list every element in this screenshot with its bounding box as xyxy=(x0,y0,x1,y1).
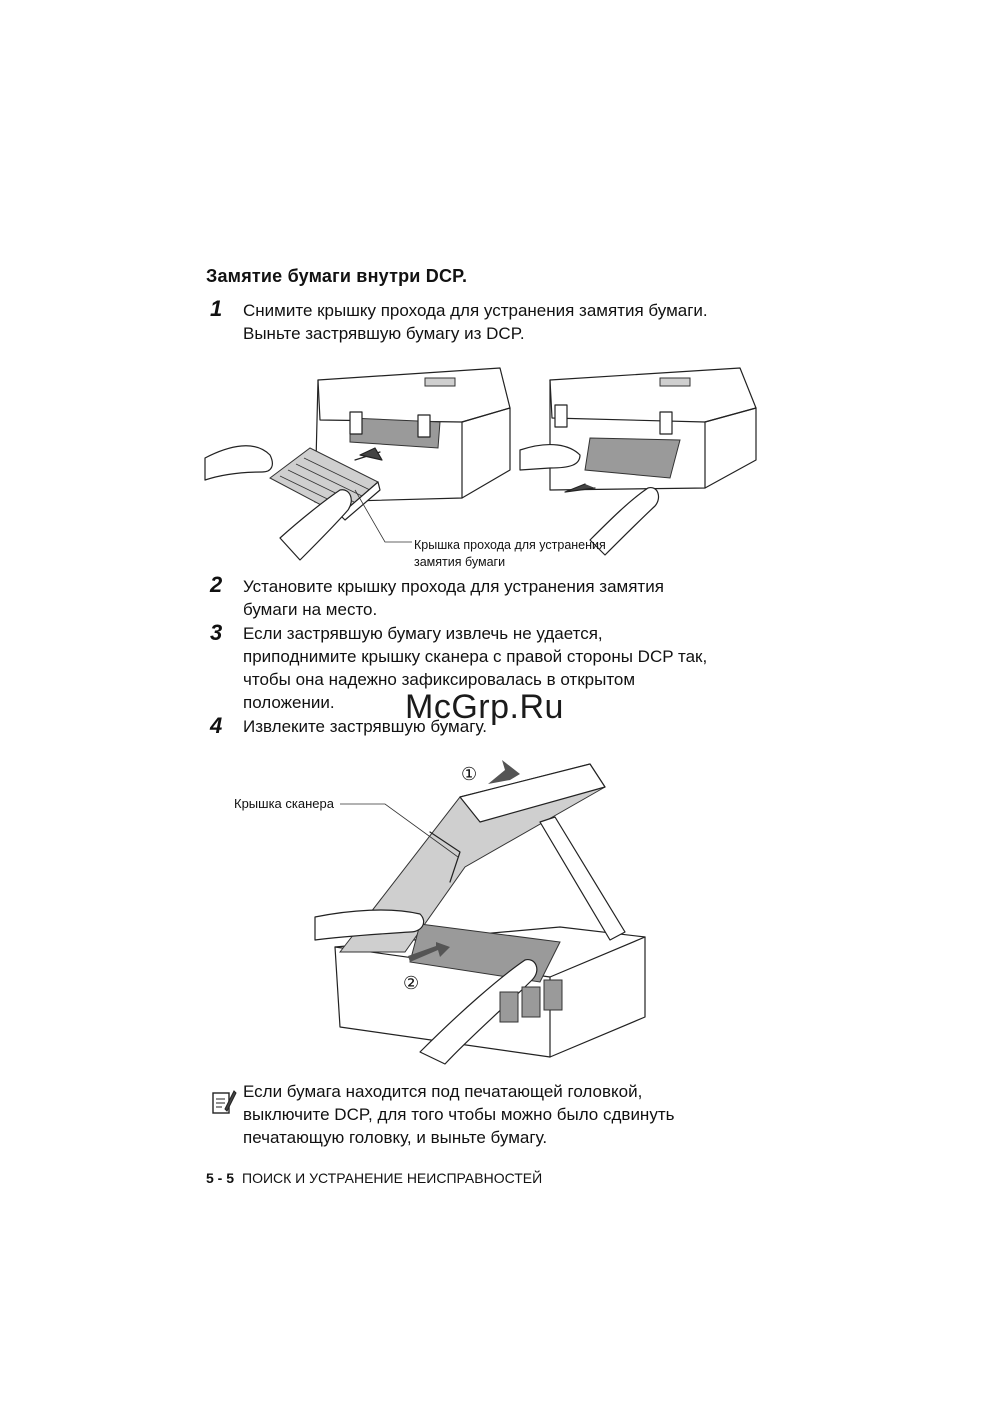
note-line-3: печатающую головку, и выньте бумагу. xyxy=(243,1128,548,1147)
support-arm-illustration xyxy=(540,817,625,940)
figure1-callout-line-1: Крышка прохода для устранения xyxy=(414,538,606,552)
note-pencil-icon xyxy=(211,1087,237,1117)
step-1-line-2: Выньте застрявшую бумагу из DCP. xyxy=(243,324,525,343)
page-number: 5 - 5 xyxy=(206,1170,235,1186)
step-2-number: 2 xyxy=(210,572,223,597)
step-2-line-2: бумаги на место. xyxy=(243,600,378,619)
marker-2: ② xyxy=(403,973,420,993)
figure1-callout xyxy=(414,537,606,571)
step-3-number: 3 xyxy=(210,620,223,645)
step-3-line-3: чтобы она надежно зафиксировалась в открытом xyxy=(243,670,636,689)
step-2-text xyxy=(243,575,783,621)
step-1-text xyxy=(243,299,783,345)
watermark: McGrp.Ru xyxy=(405,688,564,726)
note-line-1: Если бумага находится под печатающей головкой, xyxy=(243,1082,643,1101)
step-1-number: 1 xyxy=(210,296,223,321)
note-text xyxy=(243,1080,763,1149)
step-3-line-1: Если застрявшую бумагу извлечь не удается, xyxy=(243,624,603,643)
section-heading: Замятие бумаги внутри DCP. xyxy=(206,266,468,286)
arrow-up-icon xyxy=(488,760,520,784)
step-4-number: 4 xyxy=(210,713,223,738)
step-3-line-4: положении. xyxy=(243,693,335,712)
section-title: ПОИСК И УСТРАНЕНИЕ НЕИСПРАВНОСТЕЙ xyxy=(242,1170,543,1186)
printer-right-illustration xyxy=(520,368,756,555)
page-footer xyxy=(206,1170,542,1186)
step-1-line-1: Снимите крышку прохода для устранения замятия бумаги. xyxy=(243,301,708,320)
figure-scanner-cover-open xyxy=(310,752,655,1072)
step-3-line-2: приподнимите крышку сканера с правой стороны DCP так, xyxy=(243,647,708,666)
step-2-line-1: Установите крышку прохода для устранения замятия xyxy=(243,577,664,596)
marker-1: ① xyxy=(461,764,478,784)
figure2-callout: Крышка сканера xyxy=(234,796,334,811)
note-line-2: выключите DCP, для того чтобы можно было сдвинуть xyxy=(243,1105,675,1124)
figure1-callout-line-2: замятия бумаги xyxy=(414,555,506,569)
step-4-line-1: Извлеките застрявшую бумагу. xyxy=(243,717,487,736)
